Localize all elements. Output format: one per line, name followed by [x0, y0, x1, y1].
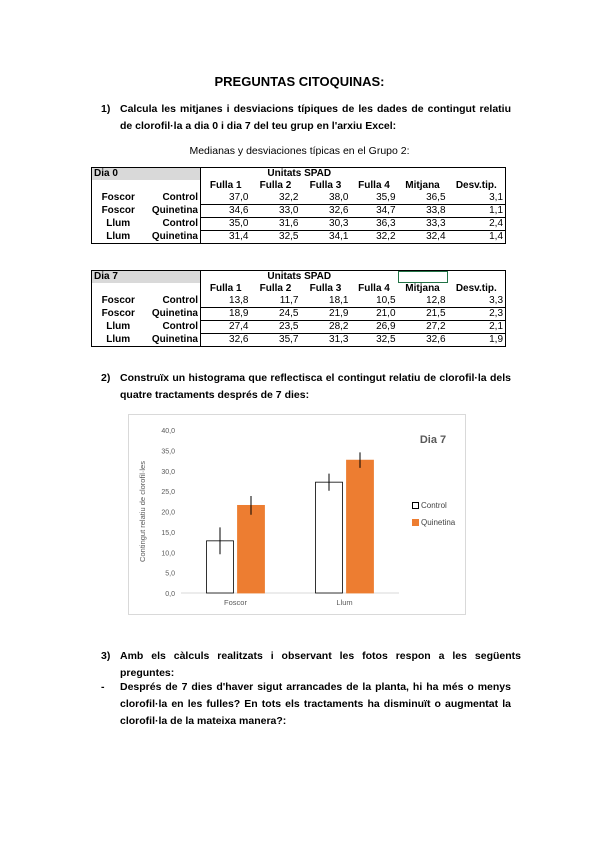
cell-value: 11,7: [251, 295, 301, 308]
chart-legend: [412, 501, 455, 527]
legend-label-control: Control: [421, 501, 447, 510]
col-header-mitjana: Mitjana: [405, 283, 440, 294]
cell-value: 18,1: [301, 295, 351, 308]
question-1: [101, 101, 511, 135]
question-3a-bullet: -: [101, 681, 105, 693]
legend-swatch-control: [412, 502, 419, 509]
question-2-text: Construïx un histograma que reflectisca el contingut relatiu de clorofil·la dels quatre tractaments després de 7 dies:: [120, 372, 511, 401]
cell-value: 33,8: [398, 205, 448, 218]
cell-value: 28,2: [301, 321, 351, 334]
question-3-number: 3): [101, 650, 111, 662]
col-header-fulla2: Fulla 2: [259, 283, 292, 294]
cell-value: 34,6: [201, 205, 251, 218]
y-tick-label: 30,0: [161, 468, 175, 476]
y-tick-label: 20,0: [161, 509, 175, 517]
y-axis-label: Contingut relatiu de clorofil·les: [138, 461, 147, 562]
row-treatment: Quinetina: [151, 308, 198, 319]
question-1-number: 1): [101, 103, 111, 115]
cell-value: 27,2: [398, 321, 448, 334]
question-3a: [101, 679, 511, 731]
cell-value: 12,8: [398, 295, 448, 308]
table-row: [92, 218, 506, 231]
col-header-fulla2: Fulla 2: [259, 180, 292, 191]
cell-value: 31,4: [201, 231, 251, 244]
cell-value: 23,5: [251, 321, 301, 334]
cell-value: 35,0: [201, 218, 251, 231]
row-treatment: Control: [162, 218, 198, 229]
row-condition: Llum: [92, 334, 145, 347]
cell-value: 18,9: [201, 308, 251, 321]
cell-value: 32,4: [398, 231, 448, 244]
question-2: [101, 370, 511, 404]
cell-value: 2,1: [448, 321, 506, 334]
cell-value: 32,5: [351, 334, 398, 347]
bar-quinetina-llum: [347, 460, 374, 593]
row-condition: Foscor: [92, 192, 145, 205]
question-3: [101, 648, 521, 679]
cell-value: 31,6: [251, 218, 301, 231]
cell-value: 36,3: [351, 218, 398, 231]
cell-value: 31,3: [301, 334, 351, 347]
row-treatment: Quinetina: [145, 334, 201, 347]
cell-value: 32,2: [351, 231, 398, 244]
cell-value: 3,1: [448, 192, 506, 205]
question-3-text: Amb els càlculs realitzats i observant les fotos respon a les següents preguntes:: [120, 650, 521, 679]
day0-table: [91, 167, 506, 244]
cell-value: 27,4: [201, 321, 251, 334]
day0-unitats-header: Unitats SPAD: [201, 168, 398, 181]
table-row: [92, 334, 506, 347]
cell-value: 24,5: [251, 308, 301, 321]
row-condition: Llum: [92, 218, 145, 231]
row-condition: Llum: [92, 321, 145, 334]
cell-value: 33,3: [398, 218, 448, 231]
col-header-fulla3: Fulla 3: [309, 283, 342, 294]
y-tick-label: 15,0: [161, 529, 175, 537]
cell-value: 10,5: [351, 295, 398, 308]
day7-label: Dia 7: [92, 271, 201, 284]
cell-value: 1,1: [448, 205, 506, 218]
legend-label-quinetina: Quinetina: [421, 518, 456, 527]
row-condition: Foscor: [92, 295, 145, 308]
cell-value: 21,0: [351, 308, 398, 321]
cell-value: 35,9: [351, 192, 398, 205]
table-row: [92, 295, 506, 308]
cell-value: 1,4: [448, 231, 506, 244]
table-row: [92, 308, 506, 321]
x-tick-label: Llum: [336, 598, 353, 607]
question-3a-text: Després de 7 dies d'haver sigut arrancades de la planta, hi ha més o menys clorofil·la en les fulles? En tots els tractaments ha disminuït o augmentat la clorofil·la de la mateixa manera?:: [120, 681, 511, 727]
table-row: [92, 321, 506, 334]
cell-value: 32,6: [301, 205, 351, 218]
cell-value: 37,0: [201, 192, 251, 205]
cell-value: 38,0: [301, 192, 351, 205]
row-treatment: Control: [162, 321, 198, 332]
legend-item-quinetina: [412, 518, 455, 527]
cell-value: 35,7: [251, 334, 301, 347]
cell-value: 2,4: [448, 218, 506, 231]
day0-label: Dia 0: [92, 168, 201, 181]
cell-value: 26,9: [351, 321, 398, 334]
cell-value: 34,1: [301, 231, 351, 244]
cell-value: 33,0: [251, 205, 301, 218]
cell-value: 30,3: [301, 218, 351, 231]
cell-value: 21,9: [301, 308, 351, 321]
x-tick-label: Foscor: [224, 598, 247, 607]
y-tick-label: 35,0: [161, 448, 175, 456]
legend-swatch-quinetina: [412, 519, 419, 526]
legend-item-control: [412, 501, 455, 510]
col-header-fulla4: Fulla 4: [358, 283, 390, 294]
col-header-fulla4: Fulla 4: [358, 180, 390, 191]
row-treatment: Control: [162, 295, 198, 307]
question-1-text: Calcula les mitjanes i desviacions típiques de les dades de contingut relatiu de clorofil·la a dia 0 i dia 7 del teu grup en l'arxiu Excel:: [120, 103, 511, 132]
cell-value: 32,5: [251, 231, 301, 244]
cell-value: 21,5: [398, 308, 448, 321]
row-treatment: Quinetina: [151, 205, 198, 216]
y-tick-label: 10,0: [161, 550, 175, 558]
table-subtitle: Medianas y desviaciones típicas en el Grupo 2:: [189, 145, 410, 157]
cell-value: 3,3: [448, 295, 506, 308]
bar-quinetina-foscor: [238, 505, 265, 593]
cell-value: 32,6: [398, 334, 448, 347]
col-header-desv: Desv.tip.: [448, 283, 506, 295]
row-treatment: Quinetina: [145, 231, 201, 244]
row-condition: Llum: [92, 231, 145, 244]
question-2-number: 2): [101, 372, 111, 384]
chart-title: Dia 7: [419, 434, 447, 446]
cell-value: 32,2: [251, 192, 301, 205]
row-treatment: Control: [162, 192, 198, 204]
day7-unitats-header: Unitats SPAD: [201, 271, 398, 284]
y-tick-label: 5,0: [165, 570, 175, 578]
y-tick-label: 25,0: [161, 489, 175, 497]
row-condition: Foscor: [92, 205, 145, 218]
table-row: [92, 192, 506, 205]
cell-value: 36,5: [398, 192, 448, 205]
cell-value: 34,7: [351, 205, 398, 218]
chart-dia7[interactable]: [128, 414, 466, 615]
row-condition: Foscor: [92, 308, 145, 321]
selected-cell[interactable]: [398, 271, 448, 284]
col-header-desv: Desv.tip.: [448, 180, 506, 192]
cell-value: 32,6: [201, 334, 251, 347]
col-header-fulla1: Fulla 1: [201, 283, 251, 295]
page-title: PREGUNTAS CITOQUINAS:: [214, 74, 385, 89]
day7-table: [91, 270, 506, 347]
table-row: [92, 231, 506, 244]
cell-value: 1,9: [448, 334, 506, 347]
col-header-fulla3: Fulla 3: [309, 180, 342, 191]
y-tick-label: 40,0: [161, 428, 175, 435]
y-tick-label: 0,0: [165, 591, 175, 598]
bar-control-llum: [316, 482, 343, 593]
cell-value: 13,8: [201, 295, 251, 308]
col-header-fulla1: Fulla 1: [201, 180, 251, 192]
cell-value: 2,3: [448, 308, 506, 321]
col-header-mitjana: Mitjana: [405, 180, 440, 191]
table-row: [92, 205, 506, 218]
